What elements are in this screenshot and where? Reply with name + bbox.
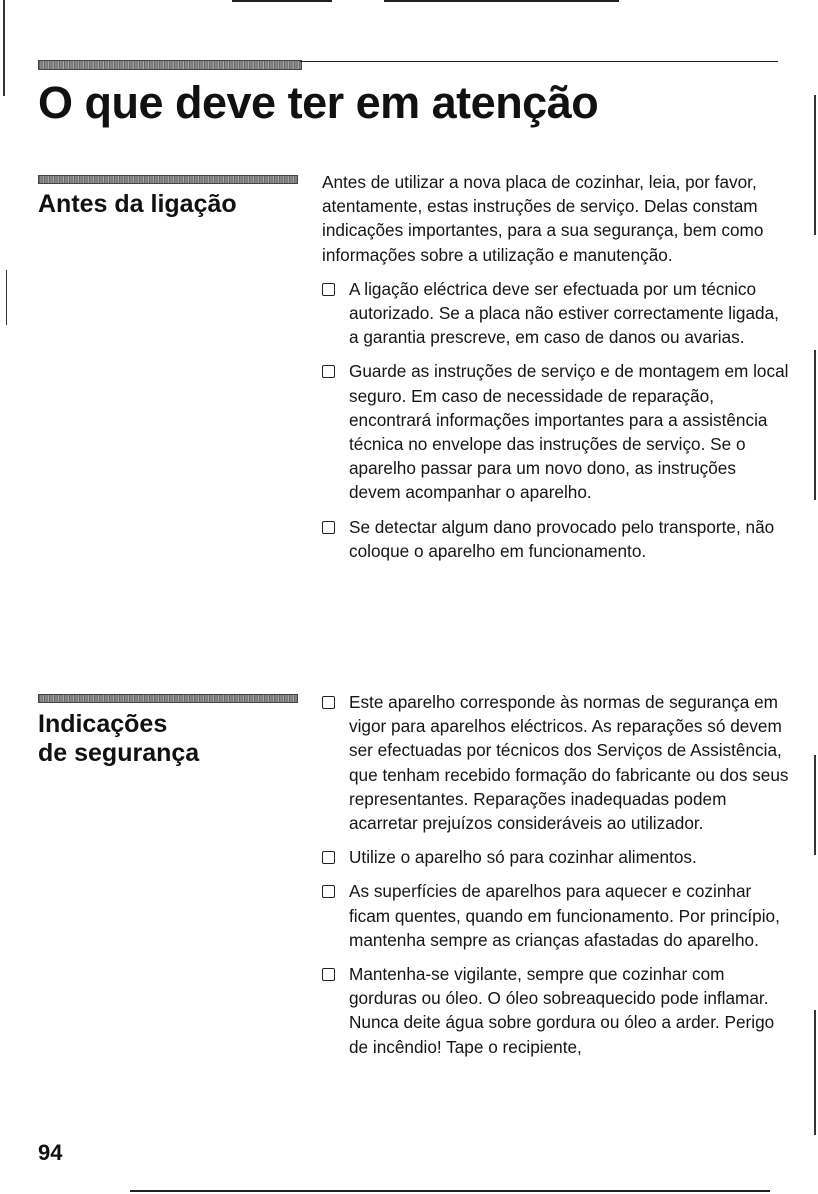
- section-1-texture-bar: [38, 175, 298, 184]
- scan-artifact-top-right: [384, 0, 619, 2]
- section-1-heading-line-1: Antes da ligação: [38, 190, 237, 218]
- section-2-item-3-text: As superfícies de aparelhos para aquecer e cozinhar ficam quentes, quando em funcionamento. Por princípio, mantenha sempre as crianças afastadas do aparelho.: [349, 881, 780, 950]
- section-2-item-1-text: Este aparelho corresponde às normas de segurança em vigor para aparelhos eléctricos. As reparações só devem ser efectuadas por técnicos dos Serviços de Assistência, que tenham recebido formação do fabricante ou dos seus representantes. Reparações inadequadas podem acarretar prejuízos consideráveis ao utilizador.: [349, 692, 789, 834]
- section-2-item-1: [322, 690, 792, 835]
- section-1-item-2: [322, 359, 792, 504]
- scan-artifact-right-edge: [814, 95, 816, 235]
- section-2-heading-line-1: Indicações: [38, 710, 168, 738]
- scan-artifact-left-edge: [3, 0, 5, 96]
- checkbox-icon: [322, 696, 335, 709]
- checkbox-icon: [322, 283, 335, 296]
- scan-artifact-bottom: [130, 1190, 770, 1192]
- section-1-item-3: [322, 515, 792, 563]
- scan-artifact-top-left: [232, 0, 332, 2]
- section-2-item-2-text: Utilize o aparelho só para cozinhar alimentos.: [349, 847, 697, 868]
- title-rule: [300, 61, 778, 62]
- section-1-item-2-text: Guarde as instruções de serviço e de montagem em local seguro. Em caso de necessidade de reparação, encontrará informações importantes para a assistência técnica no envelope das instruções de serviço. Se o aparelho passar para um novo dono, as instruções devem acompanhar o aparelho.: [349, 361, 789, 503]
- scan-artifact-right-edge-4: [814, 1010, 816, 1135]
- scan-artifact-right-edge-2: [814, 350, 816, 500]
- page-number: 94: [38, 1140, 63, 1165]
- checkbox-icon: [322, 521, 335, 534]
- section-2-texture-bar: [38, 694, 298, 703]
- section-1-item-3-text: Se detectar algum dano provocado pelo transporte, não coloque o aparelho em funcionamento.: [349, 516, 775, 561]
- checkbox-icon: [322, 885, 335, 898]
- section-2-item-4: [322, 962, 792, 1059]
- section-2-heading: [38, 710, 199, 768]
- scan-artifact-left-edge-2: [6, 270, 7, 325]
- checkbox-icon: [322, 968, 335, 981]
- section-2-item-2: [322, 845, 792, 869]
- section-2-item-4-text: Mantenha-se vigilante, sempre que cozinhar com gorduras ou óleo. O óleo sobreaquecido pode inflamar. Nunca deite água sobre gordura ou óleo a arder. Perigo de incêndio! Tape o recipiente,: [349, 964, 775, 1057]
- section-1-intro: Antes de utilizar a nova placa de cozinhar, leia, por favor, atentamente, estas instruções de serviço. Delas constam indicações importantes, para a sua segurança, bem como informações sobre a utilização e manutenção.: [322, 172, 764, 265]
- checkbox-icon: [322, 851, 335, 864]
- section-2-heading-line-2: de segurança: [38, 739, 200, 767]
- scan-artifact-right-edge-3: [814, 755, 816, 855]
- section-1-heading: [38, 190, 237, 219]
- section-1-body: [322, 170, 792, 563]
- section-2-item-3: [322, 879, 792, 952]
- title-texture-bar: [38, 60, 302, 70]
- page-title: O que deve ter em atenção: [38, 77, 599, 128]
- section-1-item-1: [322, 277, 792, 350]
- section-2-body: [322, 690, 792, 1059]
- checkbox-icon: [322, 365, 335, 378]
- section-1-item-1-text: A ligação eléctrica deve ser efectuada por um técnico autorizado. Se a placa não estiver correctamente ligada, a garantia prescreve, em caso de danos ou avarias.: [349, 278, 779, 348]
